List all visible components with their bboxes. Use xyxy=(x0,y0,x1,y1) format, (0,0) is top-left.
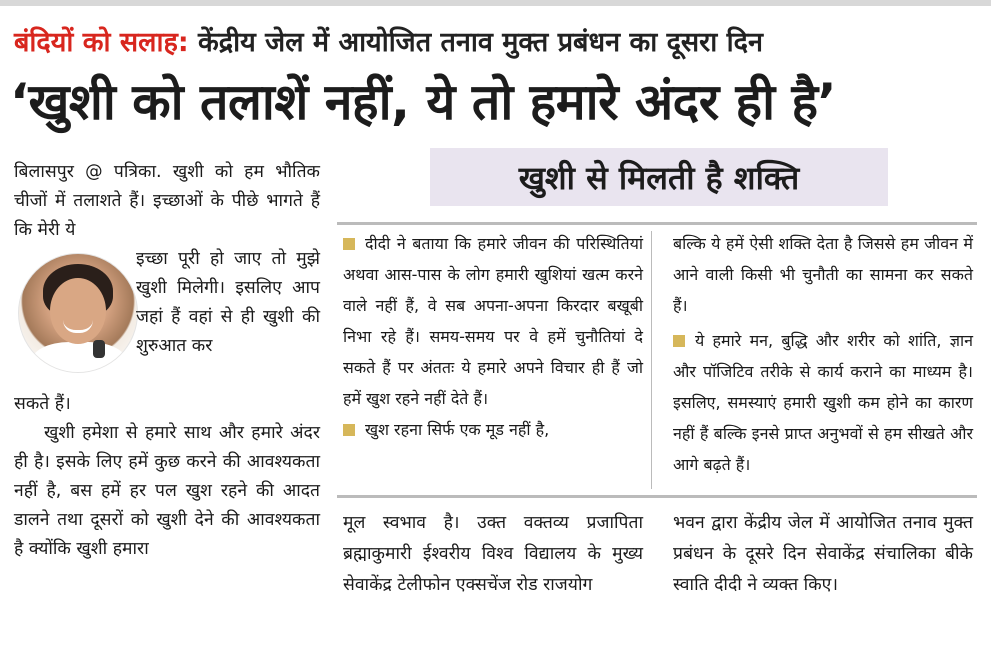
kicker-text: केंद्रीय जेल में आयोजित तनाव मुक्त प्रबंधन का दूसरा दिन xyxy=(198,27,763,58)
box-left-paragraph-2: खुश रहना सिर्फ एक मूड नहीं है, xyxy=(343,414,643,445)
photo-wrap-area xyxy=(14,245,320,390)
lead-paragraph-2: खुशी हमेशा से हमारे साथ और हमारे अंदर ही है। इसके लिए हमें कुछ करने की आवश्यकता नहीं है, बस हमें हर पल खुश रहने की आदत डालने तथा दूसरों को खुशी देने की आवश्यकता है क्योंकि खुशी हमारा xyxy=(14,423,320,559)
box-right-paragraph-1: बल्कि ये हमें ऐसी शक्ति देता है जिससे हम जीवन में आने वाली किसी भी चुनौती का सामना कर सकते हैं। xyxy=(673,234,973,315)
headline: ‘खुशी को तलाशें नहीं, ये तो हमारे अंदर ही है’ xyxy=(10,73,836,131)
box-left-column xyxy=(343,228,643,445)
bullet-icon xyxy=(343,424,355,436)
bottom-left-paragraph: मूल स्वभाव है। उक्त वक्तव्य प्रजापिता ब्रह्माकुमारी ईश्वरीय विश्व विद्यालय के मुख्य सेवाकेंद्र टेलीफोन एक्सचेंज रोड राजयोग xyxy=(343,513,643,595)
kicker-line xyxy=(14,22,763,59)
lead-column xyxy=(14,158,320,564)
speaker-photo xyxy=(18,253,138,373)
lead-paragraph-top: बिलासपुर @ पत्रिका. खुशी को हम भौतिक चीजों में तलाशते हैं। इच्छाओं के पीछे भागते हैं कि मेरी ये xyxy=(14,162,320,240)
bottom-left-column xyxy=(343,508,643,601)
bullet-icon xyxy=(673,335,685,347)
microphone-icon xyxy=(93,340,105,358)
bullet-icon xyxy=(343,238,355,250)
box-left-paragraph-1: दीदी ने बताया कि हमारे जीवन की परिस्थितियां अथवा आस-पास के लोग हमारी खुशियां खत्म करने वाले नहीं हैं, वे सब अपना-अपना किरदार बखूबी निभा रहे हैं। समय-समय पर वे हमें चुनौतियां दे सकते हैं पर अंततः ये हमारे अपने विचार ही हैं जो हमें खुश रहने नहीं देते हैं। xyxy=(343,234,643,408)
box-right-paragraph-2: ये हमारे मन, बुद्धि और शरीर को शांति, ज्ञान और पॉजिटिव तरीके से कार्य कराने का माध्यम है। इसलिए, समस्याएं हमारी खुशी कम होने का कारण नहीं हैं बल्कि इनसे प्राप्त अनुभवों से हम सीखते और आगे बढ़ते हैं। xyxy=(673,331,973,474)
box-title: खुशी से मिलती है शक्ति xyxy=(430,148,888,206)
kicker-label: बंदियों को सलाह: xyxy=(14,27,189,58)
lead-paragraph-wrap: इच्छा पूरी हो जाए तो मुझे खुशी मिलेगी। इसलिए आप जहां हैं वहां से ही खुशी की शुरुआत कर xyxy=(136,249,320,356)
box-right-column xyxy=(673,228,973,480)
bottom-right-column xyxy=(673,508,973,601)
top-rule xyxy=(0,0,991,6)
lead-paragraph-after: सकते हैं। xyxy=(14,394,71,414)
bottom-right-paragraph: भवन द्वारा केंद्रीय जेल में आयोजित तनाव मुक्त प्रबंधन के दूसरे दिन सेवाकेंद्र संचालिका बीके स्वाति दीदी ने व्यक्त किए। xyxy=(673,513,973,595)
